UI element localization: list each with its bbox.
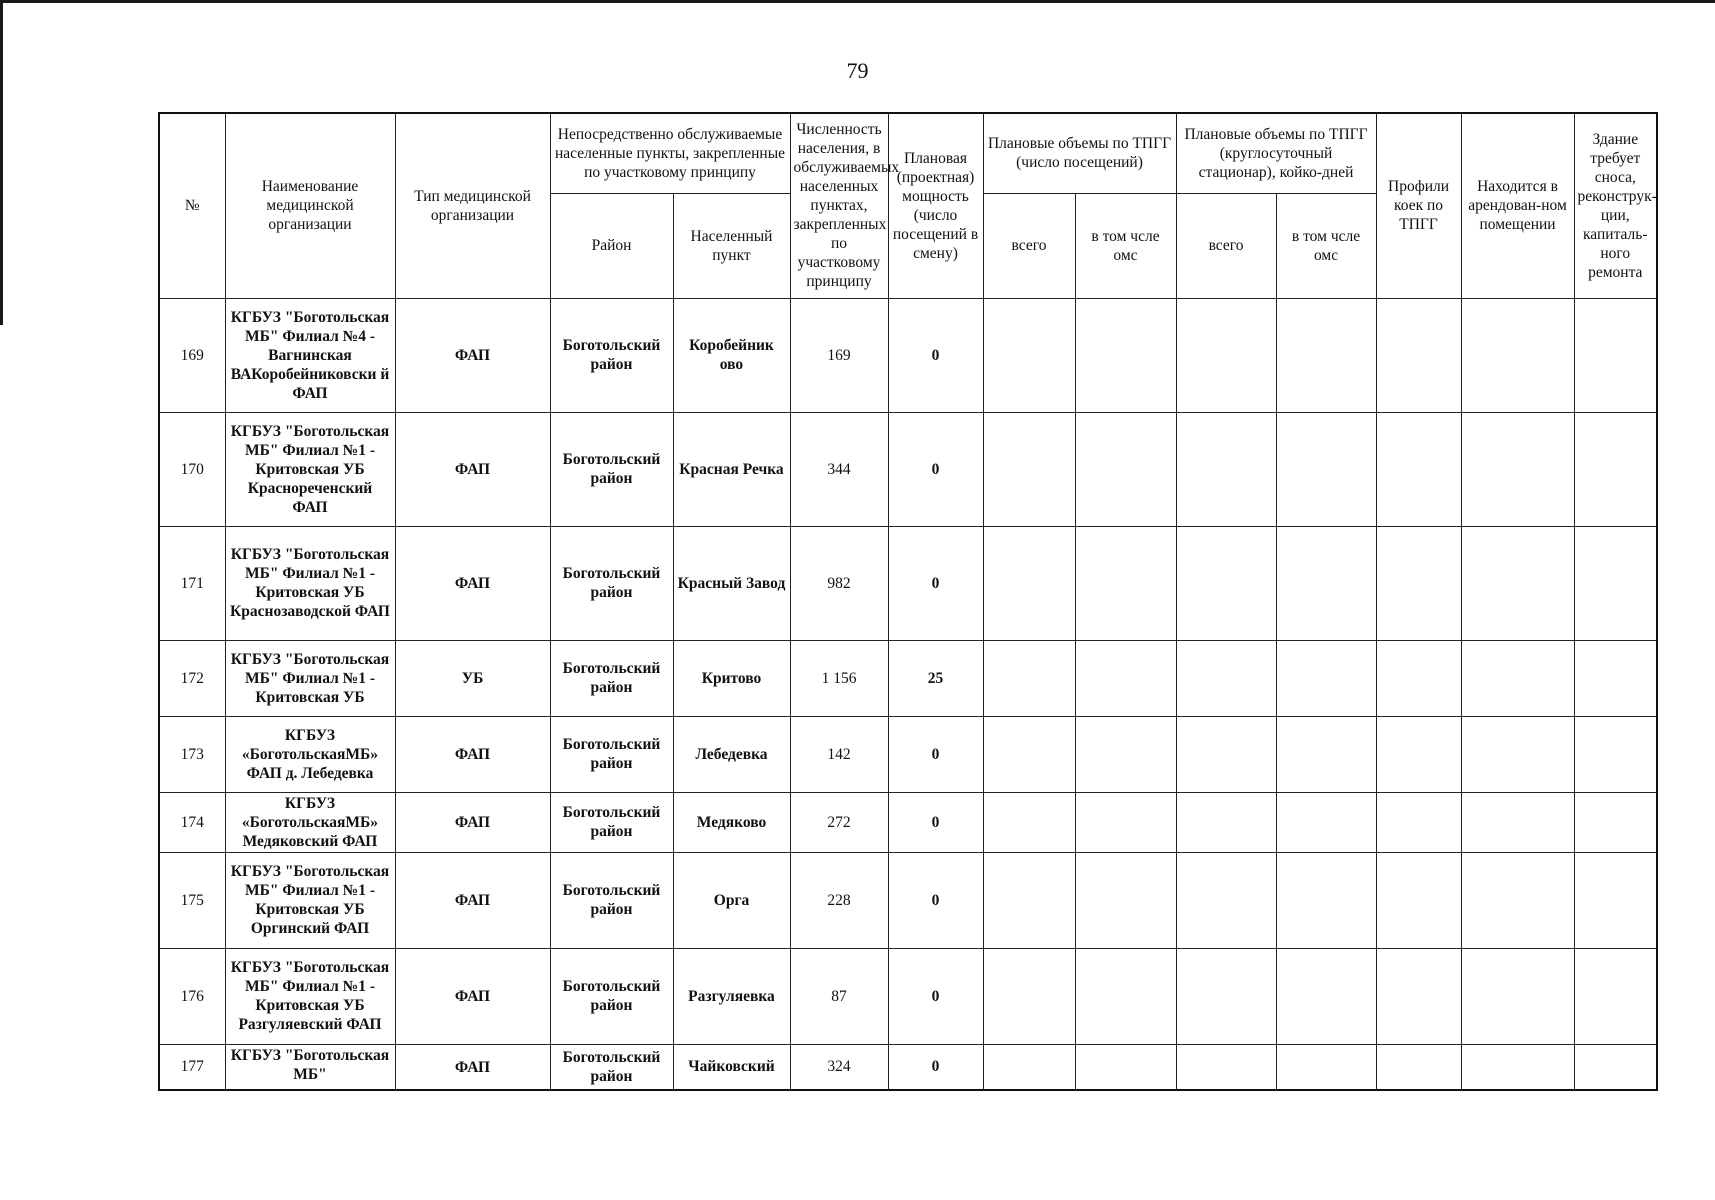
table-row — [159, 716, 1657, 792]
cell-total-visits — [983, 792, 1075, 852]
cell-population: 142 — [790, 716, 888, 792]
cell-oms-visits — [1075, 716, 1176, 792]
cell-total-visits — [983, 640, 1075, 716]
cell-capacity: 0 — [888, 412, 983, 526]
cell-district: Боготольский район — [550, 716, 673, 792]
cell-org-name: КГБУЗ "Боготольская МБ" Филиал №1 - Критовская УБ Краснореченский ФАП — [225, 412, 395, 526]
cell-bed-profiles — [1376, 852, 1461, 948]
cell-bed-profiles — [1376, 640, 1461, 716]
cell-capacity: 0 — [888, 852, 983, 948]
cell-building — [1574, 526, 1657, 640]
cell-capacity: 0 — [888, 526, 983, 640]
cell-rented — [1461, 852, 1574, 948]
header-org-name: Наименование медицинской организации — [225, 113, 395, 298]
table-body — [159, 298, 1657, 1090]
cell-district: Боготольский район — [550, 948, 673, 1044]
cell-building — [1574, 298, 1657, 412]
cell-rented — [1461, 1044, 1574, 1090]
cell-bed-profiles — [1376, 526, 1461, 640]
cell-org-type: ФАП — [395, 1044, 550, 1090]
cell-oms-visits — [1075, 412, 1176, 526]
cell-org-name: КГБУЗ "Боготольская МБ" Филиал №1 - Критовская УБ Оргинский ФАП — [225, 852, 395, 948]
table-row — [159, 298, 1657, 412]
cell-total-bed-days — [1176, 526, 1276, 640]
cell-oms-visits — [1075, 792, 1176, 852]
table-row — [159, 526, 1657, 640]
cell-building — [1574, 948, 1657, 1044]
cell-total-visits — [983, 1044, 1075, 1090]
header-total-visits: всего — [983, 193, 1075, 298]
cell-capacity: 0 — [888, 298, 983, 412]
header-visits-volume: Плановые объемы по ТПГГ (число посещений) — [983, 113, 1176, 193]
header-bed-profiles: Профили коек по ТПГГ — [1376, 113, 1461, 298]
cell-org-type: ФАП — [395, 526, 550, 640]
cell-bed-profiles — [1376, 792, 1461, 852]
header-total-bed-days: всего — [1176, 193, 1276, 298]
cell-total-bed-days — [1176, 716, 1276, 792]
cell-num: 171 — [159, 526, 225, 640]
cell-district: Боготольский район — [550, 1044, 673, 1090]
cell-oms-visits — [1075, 526, 1176, 640]
cell-oms-visits — [1075, 852, 1176, 948]
cell-rented — [1461, 640, 1574, 716]
cell-total-visits — [983, 412, 1075, 526]
cell-org-name: КГБУЗ "Боготольская МБ" — [225, 1044, 395, 1090]
cell-population: 87 — [790, 948, 888, 1044]
cell-settlement: Орга — [673, 852, 790, 948]
scan-edge — [0, 0, 3, 325]
cell-settlement: Критово — [673, 640, 790, 716]
cell-oms-bed-days — [1276, 412, 1376, 526]
cell-building — [1574, 1044, 1657, 1090]
cell-org-type: ФАП — [395, 716, 550, 792]
cell-oms-visits — [1075, 298, 1176, 412]
cell-num: 169 — [159, 298, 225, 412]
cell-district: Боготольский район — [550, 412, 673, 526]
cell-population: 272 — [790, 792, 888, 852]
cell-population: 1 156 — [790, 640, 888, 716]
cell-population: 169 — [790, 298, 888, 412]
cell-rented — [1461, 298, 1574, 412]
cell-total-visits — [983, 526, 1075, 640]
cell-building — [1574, 412, 1657, 526]
cell-num: 170 — [159, 412, 225, 526]
cell-bed-profiles — [1376, 298, 1461, 412]
header-oms-visits: в том чсле омс — [1075, 193, 1176, 298]
table-header — [159, 113, 1657, 298]
cell-district: Боготольский район — [550, 852, 673, 948]
cell-settlement: Разгуляевка — [673, 948, 790, 1044]
cell-building — [1574, 852, 1657, 948]
cell-oms-visits — [1075, 640, 1176, 716]
cell-capacity: 0 — [888, 716, 983, 792]
header-settlement: Населенный пункт — [673, 193, 790, 298]
cell-oms-bed-days — [1276, 792, 1376, 852]
header-planned-capacity: Плановая (проектная) мощность (число посещений в смену) — [888, 113, 983, 298]
header-rented: Находится в арендован-ном помещении — [1461, 113, 1574, 298]
cell-bed-profiles — [1376, 412, 1461, 526]
cell-total-visits — [983, 948, 1075, 1044]
header-building: Здание требует сноса, реконструк-ции, капиталь-ного ремонта — [1574, 113, 1657, 298]
cell-oms-bed-days — [1276, 948, 1376, 1044]
cell-org-type: ФАП — [395, 852, 550, 948]
cell-num: 172 — [159, 640, 225, 716]
cell-district: Боготольский район — [550, 792, 673, 852]
cell-org-type: ФАП — [395, 948, 550, 1044]
cell-district: Боготольский район — [550, 640, 673, 716]
table-row — [159, 792, 1657, 852]
cell-org-name: КГБУЗ "Боготольская МБ" Филиал №1 - Критовская УБ Краснозаводской ФАП — [225, 526, 395, 640]
cell-settlement: Лебедевка — [673, 716, 790, 792]
cell-total-bed-days — [1176, 298, 1276, 412]
table-row — [159, 640, 1657, 716]
cell-total-bed-days — [1176, 640, 1276, 716]
cell-oms-visits — [1075, 1044, 1176, 1090]
cell-bed-profiles — [1376, 948, 1461, 1044]
cell-settlement: Красный Завод — [673, 526, 790, 640]
cell-org-name: КГБУЗ «БоготольскаяМБ» Медяковский ФАП — [225, 792, 395, 852]
cell-district: Боготольский район — [550, 298, 673, 412]
cell-num: 174 — [159, 792, 225, 852]
cell-org-type: ФАП — [395, 412, 550, 526]
cell-org-type: ФАП — [395, 298, 550, 412]
cell-population: 324 — [790, 1044, 888, 1090]
cell-bed-profiles — [1376, 716, 1461, 792]
cell-total-bed-days — [1176, 412, 1276, 526]
header-num: № — [159, 113, 225, 298]
cell-total-visits — [983, 852, 1075, 948]
cell-oms-bed-days — [1276, 640, 1376, 716]
cell-building — [1574, 792, 1657, 852]
cell-org-name: КГБУЗ "Боготольская МБ" Филиал №1 - Критовская УБ Разгуляевский ФАП — [225, 948, 395, 1044]
cell-rented — [1461, 716, 1574, 792]
cell-total-bed-days — [1176, 1044, 1276, 1090]
cell-rented — [1461, 526, 1574, 640]
scan-edge — [0, 0, 1715, 3]
cell-building — [1574, 716, 1657, 792]
cell-org-name: КГБУЗ «БоготольскаяМБ» ФАП д. Лебедевка — [225, 716, 395, 792]
header-hospital-volume: Плановые объемы по ТПГГ (круглосуточный стационар), койко-дней — [1176, 113, 1376, 193]
header-oms-bed-days: в том чсле омс — [1276, 193, 1376, 298]
page-number: 79 — [846, 58, 869, 83]
cell-rented — [1461, 792, 1574, 852]
cell-org-name: КГБУЗ "Боготольская МБ" Филиал №1 - Критовская УБ — [225, 640, 395, 716]
cell-settlement: Чайковский — [673, 1044, 790, 1090]
cell-num: 176 — [159, 948, 225, 1044]
header-org-type: Тип медицинской организации — [395, 113, 550, 298]
cell-building — [1574, 640, 1657, 716]
cell-num: 175 — [159, 852, 225, 948]
cell-settlement: Медяково — [673, 792, 790, 852]
cell-settlement: Коробейник ово — [673, 298, 790, 412]
cell-num: 173 — [159, 716, 225, 792]
cell-settlement: Красная Речка — [673, 412, 790, 526]
cell-rented — [1461, 412, 1574, 526]
facilities-table — [158, 112, 1658, 1091]
table-row — [159, 852, 1657, 948]
cell-capacity: 25 — [888, 640, 983, 716]
cell-oms-bed-days — [1276, 852, 1376, 948]
cell-org-type: УБ — [395, 640, 550, 716]
cell-total-visits — [983, 298, 1075, 412]
cell-total-bed-days — [1176, 792, 1276, 852]
cell-bed-profiles — [1376, 1044, 1461, 1090]
cell-capacity: 0 — [888, 948, 983, 1044]
cell-org-name: КГБУЗ "Боготольская МБ" Филиал №4 - Вагнинская ВАКоробейниковски й ФАП — [225, 298, 395, 412]
cell-oms-bed-days — [1276, 298, 1376, 412]
cell-total-bed-days — [1176, 948, 1276, 1044]
cell-population: 344 — [790, 412, 888, 526]
header-served-points: Непосредственно обслуживаемые населенные пункты, закрепленные по участковому принципу — [550, 113, 790, 193]
table-row — [159, 412, 1657, 526]
header-population: Численность населения, в обслуживаемых населенных пунктах, закрепленных по участковому принципу — [790, 113, 888, 298]
cell-oms-bed-days — [1276, 526, 1376, 640]
table-row — [159, 948, 1657, 1044]
cell-population: 982 — [790, 526, 888, 640]
cell-capacity: 0 — [888, 792, 983, 852]
cell-district: Боготольский район — [550, 526, 673, 640]
table-row — [159, 1044, 1657, 1090]
cell-population: 228 — [790, 852, 888, 948]
header-district: Район — [550, 193, 673, 298]
cell-total-visits — [983, 716, 1075, 792]
cell-num: 177 — [159, 1044, 225, 1090]
cell-capacity: 0 — [888, 1044, 983, 1090]
cell-rented — [1461, 948, 1574, 1044]
cell-oms-visits — [1075, 948, 1176, 1044]
cell-oms-bed-days — [1276, 1044, 1376, 1090]
cell-oms-bed-days — [1276, 716, 1376, 792]
cell-total-bed-days — [1176, 852, 1276, 948]
cell-org-type: ФАП — [395, 792, 550, 852]
